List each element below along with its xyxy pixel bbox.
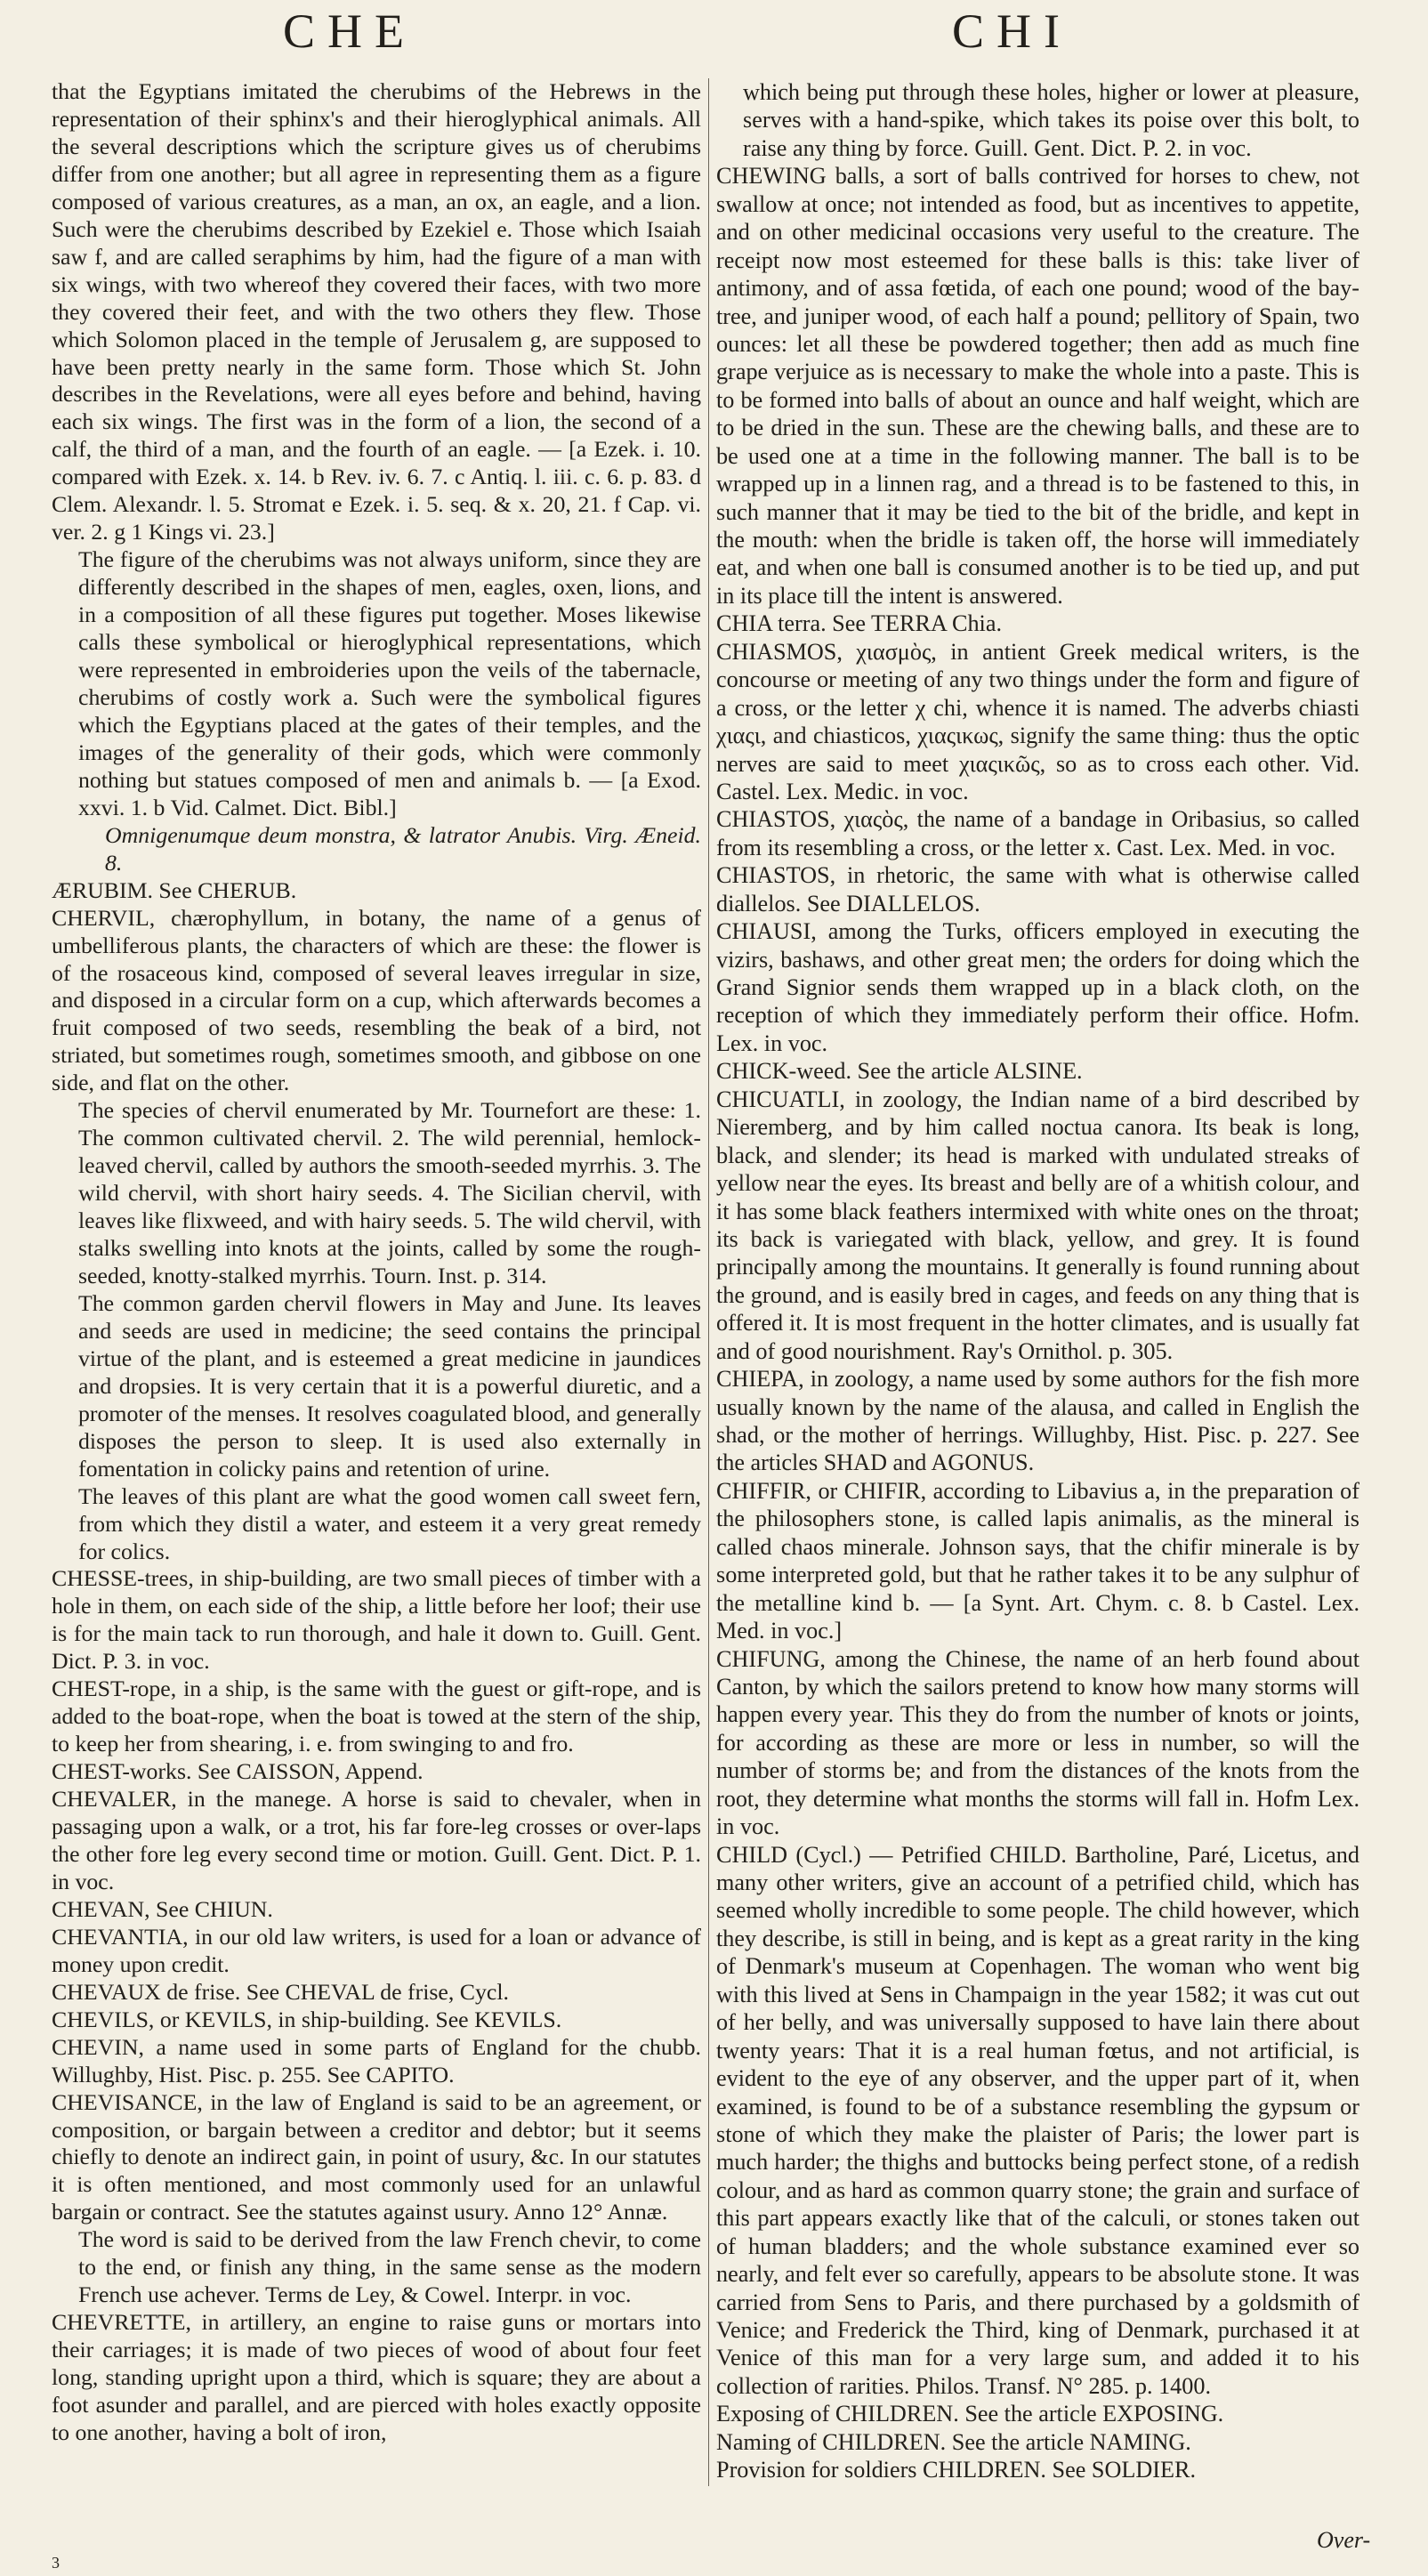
catchword: Over- xyxy=(1317,2527,1371,2553)
dictionary-entry: CHEWING balls, a sort of balls contrived for horses to chew, not swallow at once; not intended as food, but as incentives to appetite, and on other medicinal occasions very useful to the creature. The receipt now most esteemed for these balls is this: take liver of antimony, and of assa fœtida, of each one pound; wood of the bay-tree, and juniper wood, of each half a pound; pellitory of Spain, two ounces: let all these be powdered together; then add as much fine grape verjuice as is necessary to make the whole into a paste. This is to be formed into balls of about an ounce and half weight, which are to be dried in the sun. These are the chewing balls, and these are to be used one at a time in the following manner. The ball is to be wrapped up in a linnen rag, and a thread is to be fastened to this, in such manner that it may be tied to the bit of the bridle, and kept in the mouth: when the bridle is taken off, the horse will immediately eat, and when one ball is consumed another is to be tied up, and put in its place till the intent is answered. xyxy=(716,163,1359,609)
dictionary-entry: CHICK-weed. See the article ALSINE. xyxy=(716,1058,1083,1085)
dictionary-entry: CHIAUSI, among the Turks, officers employed in executing the vizirs, bashaws, and other great men; the orders for doing which the Grand Signior sends them wrapped up in a black cloth, on the reception of which they immediately perform their office. Hofm. Lex. in voc. xyxy=(716,918,1359,1056)
folio-mark: 3 xyxy=(52,2554,60,2572)
dictionary-entry: CHEVAUX de frise. See CHEVAL de frise, Cycl. xyxy=(52,1978,509,2005)
dictionary-entry: CHEVILS, or KEVILS, in ship-building. See KEVILS. xyxy=(52,2006,562,2032)
dictionary-entry: CHICUATLI, in zoology, the Indian name of a bird described by Nieremberg, and by him called noctua canora. Its beak is long, black, and slender; its head is marked with undulated streaks of yellow near the eyes. Its breast and belly are of a whitish colour, and it has some black feathers intermixed with white ones on the throat; its back is variegated with black, yellow, and grey. It is found principally among the mountains. It generally is found running about the ground, and is easily bred in cages, and feeds on any thing that is offered it. It is most frequent in the hotter climates, and is usually fat and of good nourishment. Ray's Ornithol. p. 305. xyxy=(716,1086,1359,1364)
dictionary-entry: CHILD (Cycl.) — Petrified CHILD. Bartholine, Paré, Licetus, and many other writers, give an account of a petrified child, which has seemed wholly incredible to some people. The child however, which they describe, is still in being, and is kept as a great rarity in the king of Denmark's museum at Copenhagen. The woman who went big with this lived at Sens in Champaign in the year 1582; it was cut out of her belly, and was universally supposed to have lain there about twenty years: That it is a real human fœtus, and not artificial, is evident to the eye of any observer, and the upper part of it, when examined, is found to be of a substance resembling the gypsum or stone of which they make the plaister of Paris; the lower part is much harder; the thighs and buttocks being perfect stone, of a redish colour, and as hard as common quarry stone; the grain and surface of this part appears exactly like that of the calculi, or stones taken out of human bladders; and the whole substance examined ever so nearly, and felt ever so carefully, appears to be absolute stone. It was carried from Sens to Paris, and there purchased by a goldsmith of Venice; and Frederick the Third, king of Denmark, purchased it at Venice of this man for a very large sum, and added it to his collection of rarities. Philos. Transf. N° 285. p. 1400. xyxy=(716,1841,1359,2399)
dictionary-entry: Exposing of CHILDREN. See the article EXPOSING. xyxy=(716,2401,1224,2427)
dictionary-entry: Provision for soldiers CHILDREN. See SOLDIER. xyxy=(716,2457,1196,2483)
dictionary-entry: CHIEPA, in zoology, a name used by some authors for the fish more usually known by the name of the alausa, and called in English the shad, or the mother of herrings. Willughby, Hist. Pisc. p. 227. See the articles SHAD and AGONUS. xyxy=(716,1366,1359,1476)
dictionary-entry: CHIFUNG, among the Chinese, the name of an herb found about Canton, by which the sailors pretend to know how many storms will happen every year. This they do from the number of knots or joints, for according as these are more or less in number, so will the number of storms be; and from the distances of the knots from the root, they determine what months the storms will fall in. Hofm Lex. in voc. xyxy=(716,1645,1359,1840)
dictionary-entry: which being put through these holes, higher or lower at pleasure, serves with a hand-spike, which takes its poise over this bolt, to raise any thing by force. Guill. Gent. Dict. P. 2. in voc. xyxy=(743,79,1359,161)
dictionary-entry: CHEST-rope, in a ship, is the same with the guest or gift-rope, and is added to the boat-rope, when the boat is towed at the stern of the ship, to keep her from shearing, i. e. from swinging to and fro. xyxy=(52,1676,701,1757)
dictionary-entry: CHEVAN, See CHIUN. xyxy=(52,1895,273,1922)
dictionary-entry: ÆRUBIM. See CHERUB. xyxy=(52,876,297,903)
dictionary-entry: CHEVISANCE, in the law of England is said to be an agreement, or composition, or bargain between a creditor and debtor; but it seems chiefly to denote an indirect gain, in point of usury, &c. In our statutes it is often mentioned, and most commonly used for an unlawful bargain or contract. See the statutes against usury. Anno 12° Annæ. xyxy=(52,2088,701,2225)
dictionary-entry: The leaves of this plant are what the good women call sweet fern, from which they distil a water, and esteem it a very great remedy for colics. xyxy=(78,1482,701,1564)
column-rule xyxy=(708,78,709,2486)
dictionary-entry: that the Egyptians imitated the cherubims of the Hebrews in the representation of their sphinx's and their hieroglyphical animals. All the several descriptions which the scripture gives us of cherubims differ from one another; but all agree in representing them as a figure composed of various creatures, as a man, an ox, an eagle, and a lion. Such were the cherubims described by Ezekiel e. Those which Isaiah saw f, and are called seraphims by him, had the figure of a man with six wings, with two whereof they covered their faces, with two more they covered their feet, and with the two others they flew. Those which Solomon placed in the temple of Jerusalem g, are supposed to have been pretty nearly in the same form. Those which St. John describes in the Revelations, were all eyes before and behind, having each six wings. The first was in the form of a lion, the second of a calf, the third of a man, and the fourth of an eagle. — [a Ezek. i. 10. compared with Ezek. x. 14. b Rev. iv. 6. 7. c Antiq. l. iii. c. 6. p. 83. d Clem. Alexandr. l. 5. Stromat e Ezek. i. 5. seq. & x. 20, 21. f Cap. vi. ver. 2. g 1 Kings vi. 23.] xyxy=(52,78,701,545)
dictionary-entry: CHEVANTIA, in our old law writers, is used for a loan or advance of money upon credit. xyxy=(52,1923,701,1977)
dictionary-entry: CHIASMOS, χιασμὸς, in antient Greek medical writers, is the concourse or meeting of any two things under the form and figure of a cross, or the letter χ chi, whence it is named. The adverbs chiasti χιαςι, and chiasticos, χιαςικως, signify the same thing: thus the optic nerves are said to meet χιαςικῶς, so as to cross each other. Vid. Castel. Lex. Medic. in voc. xyxy=(716,638,1359,804)
dictionary-entry: CHIA terra. See TERRA Chia. xyxy=(716,610,1002,637)
dictionary-entry: The common garden chervil flowers in May and June. Its leaves and seeds are used in medicine; the seed contains the principal virtue of the plant, and is esteemed a great medicine in jaundices and dropsies. It is very certain that it is a powerful diuretic, and a promoter of the menses. It resolves coagulated blood, and generally disposes the person to sleep. It is used also externally in fomentation in colicky pains and retention of urine. xyxy=(78,1289,701,1482)
dictionary-entry: CHEVRETTE, in artillery, an engine to raise guns or mortars into their carriages; it is made of two pieces of wood of about four feet long, standing upright upon a third, which is square; they are about a foot asunder and parallel, and are pierced with holes exactly opposite to one another, having a bolt of iron, xyxy=(52,2309,701,2446)
dictionary-entry: CHEST-works. See CAISSON, Append. xyxy=(52,1758,424,1785)
dictionary-entry: CHEVIN, a name used in some parts of England for the chubb. Willughby, Hist. Pisc. p. 255. See CAPITO. xyxy=(52,2033,701,2087)
dictionary-entry: Naming of CHILDREN. See the article NAMING. xyxy=(716,2428,1191,2455)
dictionary-entry: CHERVIL, chærophyllum, in botany, the name of a genus of umbelliferous plants, the characters of which are these: the flower is of the rosaceous kind, composed of several leaves irregular in size, and disposed in a circular form on a cup, which afterwards becomes a fruit composed of two seeds, resembling the beak of a bird, not striated, but sometimes rough, sometimes smooth, and gibbose on one side, and flat on the other. xyxy=(52,904,701,1096)
left-column xyxy=(52,78,701,2447)
dictionary-entry: CHIFFIR, or CHIFIR, according to Libavius a, in the preparation of the philosophers stone, is called lapis animalis, as the mineral is called chaos minerale. Johnson says, that the chifir minerale is by some interpreted gold, but that he rather takes it to be any sulphur of the metalline kind b. — [a Synt. Art. Chym. c. 8. b Castel. Lex. Med. in voc.] xyxy=(716,1477,1359,1644)
dictionary-entry: The word is said to be derived from the law French chevir, to come to the end, or finish any thing, in the same sense as the modern French use achever. Terms de Ley, & Cowel. Interpr. in voc. xyxy=(78,2226,701,2308)
dictionary-entry: CHEVALER, in the manege. A horse is said to chevaler, when in passaging upon a walk, or a trot, his far fore-leg crosses or over-laps the other fore leg every second time or motion. Guill. Gent. Dict. P. 1. in voc. xyxy=(52,1786,701,1894)
right-column xyxy=(716,78,1359,2484)
dictionary-entry: CHIASTOS, in rhetoric, the same with what is otherwise called diallelos. See DIALLELOS. xyxy=(716,862,1359,917)
dictionary-entry: The species of chervil enumerated by Mr. Tournefort are these: 1. The common cultivated chervil. 2. The wild perennial, hemlock-leaved chervil, called by authors the smooth-seeded myrrhis. 3. The wild chervil, with short hairy seeds. 4. The Sicilian chervil, with leaves like flixweed, and with hairy seeds. 5. The wild chervil, with stalks swelling into knots at the joints, called by some the rough-seeded, knotty-stalked myrrhis. Tourn. Inst. p. 314. xyxy=(78,1097,701,1288)
running-head-right: CHI xyxy=(952,4,1072,58)
running-head-left: CHE xyxy=(283,4,416,58)
dictionary-entry: The figure of the cherubims was not always uniform, since they are differently described in the shapes of men, eagles, oxen, lions, and in a composition of all these figures put together. Moses likewise calls these symbolical or hieroglyphical representations, which were represented in embroideries upon the veils of the tabernacle, cherubims of costly work a. Such were the symbolical figures which the Egyptians placed at the gates of their temples, and the images of the generality of their gods, which were commonly nothing but statues composed of men and animals b. — [a Exod. xxvi. 1. b Vid. Calmet. Dict. Bibl.] xyxy=(78,546,701,820)
dictionary-entry: CHIASTOS, χιαςὸς, the name of a bandage in Oribasius, so called from its resembling a cross, or the letter x. Cast. Lex. Med. in voc. xyxy=(716,806,1359,860)
dictionary-entry: CHESSE-trees, in ship-building, are two small pieces of timber with a hole in them, on each side of the ship, a little before her loof; their use is for the main tack to run thorough, and hale it down to. Guill. Gent. Dict. P. 3. in voc. xyxy=(52,1565,701,1675)
dictionary-entry: Omnigenumque deum monstra, & latrator Anubis. Virg. Æneid. 8. xyxy=(105,821,701,876)
